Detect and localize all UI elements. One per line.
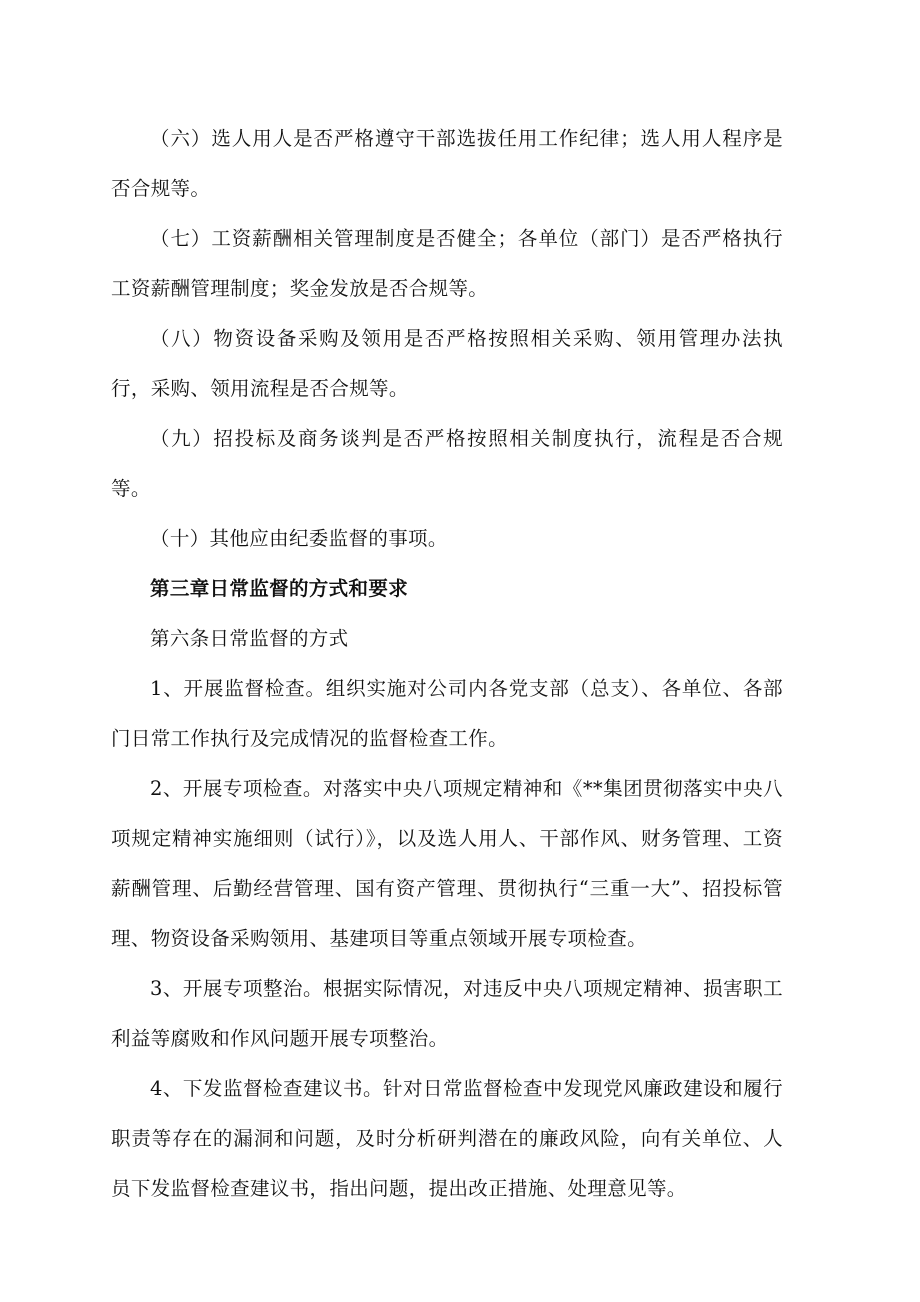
article-heading: 第六条日常监督的方式 bbox=[150, 627, 349, 650]
chapter-heading: 第三章日常监督的方式和要求 bbox=[150, 577, 409, 600]
paragraph-item-7: （七）工资薪酬相关管理制度是否健全；各单位（部门）是否严格执行工资薪酬管理制度；奖金发放是否合规等。 bbox=[111, 227, 783, 300]
paragraph-item-6: （六）选人用人是否严格遵守干部选拔任用工作纪律；选人用人程序是否合规等。 bbox=[111, 127, 783, 200]
method-item-1: 1、开展监督检查。组织实施对公司内各党支部（总支）、各单位、各部门日常工作执行及完成情况的监督检查工作。 bbox=[111, 677, 783, 750]
paragraph-item-10: （十）其他应由纪委监督的事项。 bbox=[150, 527, 448, 550]
paragraph-item-9: （九）招投标及商务谈判是否严格按照相关制度执行，流程是否合规等。 bbox=[111, 427, 783, 500]
paragraph-item-8: （八）物资设备采购及领用是否严格按照相关采购、领用管理办法执行，采购、领用流程是否合规等。 bbox=[111, 327, 783, 400]
method-item-3: 3、开展专项整治。根据实际情况，对违反中央八项规定精神、损害职工利益等腐败和作风问题开展专项整治。 bbox=[111, 977, 783, 1050]
method-item-4: 4、下发监督检查建议书。针对日常监督检查中发现党风廉政建设和履行职责等存在的漏洞和问题，及时分析研判潜在的廉政风险，向有关单位、人员下发监督检查建议书，指出问题，提出改正措施、处理意见等。 bbox=[111, 1077, 783, 1200]
method-item-2: 2、开展专项检查。对落实中央八项规定精神和《**集团贯彻落实中央八项规定精神实施细则（试行）》，以及选人用人、干部作风、财务管理、工资薪酬管理、后勤经营管理、国有资产管理、贯彻执行“三重一大”、招投标管理、物资设备采购领用、基建项目等重点领域开展专项检查。 bbox=[111, 777, 783, 950]
